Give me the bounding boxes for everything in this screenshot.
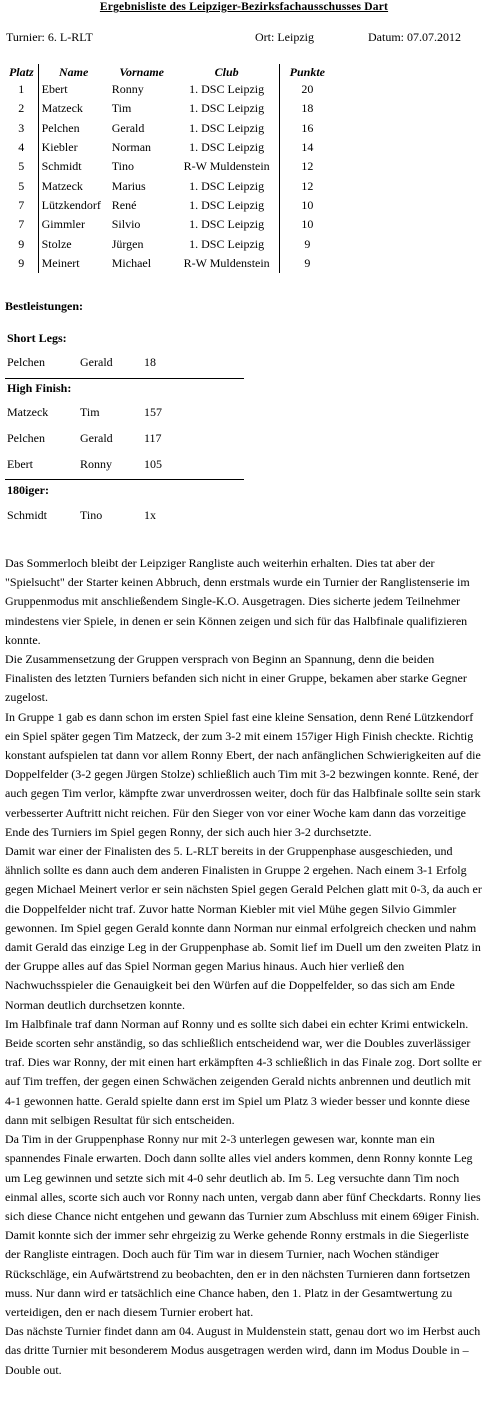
first-name-cell: Tim [80, 405, 100, 419]
table-row [5, 234, 335, 253]
club-cell: R-W Muldenstein [175, 157, 280, 176]
name-cell: Ebert [7, 457, 33, 471]
table-row [5, 176, 335, 195]
first-name-cell: Michael [111, 255, 152, 270]
club-cell: 1. DSC Leipzig [175, 138, 280, 157]
report-paragraph: In Gruppe 1 gab es dann schon im ersten Spiel fast eine kleine Sensation, denn René Lützkendorf ein Spiel später gegen Tim Matzeck, der zum 3-2 mit einem 157iger High Finish checkte. Richtig konstant aufspielen tat dann vor allem Ronny Ebert, der nach anfänglichen Schwierigkeiten auf die Doppelfelder (3-2 gegen Jürgen Stolze) schließlich auch Tim mit 3-2 bezwingen konnte. René, der auch gegen Tim verlor, kämpfte zwar unverdrossen weiter, doch für das Halbfinale sollte sein stark verbesserter Auftritt nicht reichen. Für den Sieger von vor einer Woche kam dann das vorzeitige Ende des Turniers im Spiel gegen Ronny, der sich auch hier 3-2 durchsetzte. [5, 709, 481, 839]
name-cell: Ebert [41, 82, 68, 97]
value-cell: 105 [144, 457, 162, 471]
name-cell: Matzeck [41, 178, 83, 193]
first-name-cell: Jürgen [111, 236, 144, 251]
points-cell: 16 [301, 120, 314, 135]
divider [5, 479, 244, 480]
results-header-row [5, 64, 335, 80]
name-cell: Pelchen [7, 355, 45, 369]
location-label: Ort: Leipzig [255, 30, 314, 44]
report-paragraph: Damit war einer der Finalisten des 5. L-RLT bereits in der Gruppenphase ausgeschieden, und ähnlich sollte es dann auch dem anderen Finalisten in Gruppe 2 ergehen. Nach einem 3-1 Erfolg gegen Michael Meinert verlor er sein nächsten Spiel gegen Gerald Pelchen glatt mit 0-3, da auch er die Doppelfelder nicht traf. Zuvor hatte Norman Kiebler mit viel Mühe gegen Silvio Gimmler gewonnen. Im Spiel gegen Gerald konnte dann Norman nur einmal erfolgreich checken und nahm damit Gerald das einzige Leg in der Gruppenphase ab. Somit lief im Duell um den zweiten Platz in der Gruppe alles auf das Spiel Norman gegen Marius hinaus. Auch hier verließ den Nachwuchsspieler die Genauigkeit bei den Würfen auf die Doppelfelder, so das sich am Ende Norman deutlich durchsetzen konnte. [5, 844, 482, 1012]
first-name-cell: Gerald [80, 355, 113, 369]
report-paragraph: Damit konnte sich der immer sehr ehrgeizig zu Werke gehende Ronny erstmals in die Siegerliste der Rangliste eintragen. Doch auch für Tim war in diesem Turnier, nach Wochen ständiger Rückschläge, ein Aufwärtstrend zu beobachten, den er in den nächsten Turnieren dann fortsetzen muss. Nur dann wird er tatsächlich eine Chance haben, den 1. Platz in der Gesamtwertung zu verteidigen, den er nach diesem Turnier erobert hat. [5, 1228, 471, 1319]
report-paragraph: Die Zusammensetzung der Gruppen versprach von Beginn an Spannung, denn die beiden Finalisten des letzten Turniers befanden sich nicht in einer Gruppe, bekamen aber starke Gegner zugelost. [5, 652, 467, 705]
club-cell: 1. DSC Leipzig [175, 215, 280, 234]
name-cell: Stolze [41, 236, 72, 251]
points-cell: 9 [304, 255, 311, 270]
name-cell: Pelchen [41, 120, 80, 135]
table-row [5, 157, 335, 176]
first-name-cell: Marius [111, 178, 146, 193]
rank-cell: 9 [5, 234, 38, 253]
header-club: Club [175, 64, 280, 80]
first-name-cell: René [111, 197, 137, 212]
value-cell: 117 [144, 431, 162, 445]
club-cell: 1. DSC Leipzig [175, 80, 280, 99]
first-name-cell: Ronny [111, 82, 144, 97]
date-label: Datum: 07.07.2012 [368, 30, 461, 44]
club-cell: R-W Muldenstein [175, 254, 280, 273]
rank-cell: 9 [5, 254, 38, 273]
high-finish-label: High Finish: [7, 381, 72, 395]
table-row [5, 196, 335, 215]
rank-cell: 3 [5, 119, 38, 138]
table-row [5, 80, 335, 99]
value-cell: 157 [144, 405, 162, 419]
name-cell: Matzeck [7, 405, 49, 419]
report-text [5, 554, 483, 1380]
first-name-cell: Ronny [80, 457, 113, 471]
header-name: Name [59, 65, 89, 79]
header-punkte: Punkte [289, 65, 326, 79]
header-vorname: Vorname [119, 65, 164, 79]
value-cell: 1x [144, 508, 156, 522]
points-cell: 10 [301, 217, 314, 232]
name-cell: Meinert [41, 255, 80, 270]
first-name-cell: Tim [111, 101, 132, 116]
rank-cell: 2 [5, 99, 38, 118]
first-name-cell: Gerald [80, 431, 113, 445]
report-paragraph: Da Tim in der Gruppenphase Ronny nur mit 2-3 unterlegen gewesen war, konnte man ein spannendes Finale erwarten. Doch dann sollte alles viel anders kommen, denn Ronny konnte Leg um Leg gewinnen und setzte sich mit 4-0 sehr deutlich ab. Im 5. Leg versuchte dann Tim noch einmal alles, scorte sich auch vor Ronny nach unten, vergab dann aber fünf Checkdarts. Ronny lies sich diese Chance nicht entgehen und gewann das Turnier zum Abschluss mit einem 69iger Finish. [5, 1132, 481, 1223]
table-row [5, 254, 335, 273]
report-paragraph: Das Sommerloch bleibt der Leipziger Rangliste auch weiterhin erhalten. Dies tat aber der "Spielsucht" der Starter keinen Abbruch, denn erstmals wurde ein Turnier der Ranglistenserie im Gruppenmodus mit anschließendem Single-K.O. Ausgetragen. Dies sicherte jedem Teilnehmer mindestens vier Spiele, in denen er sein Können zeigen und sich für das Halbfinale qualifizieren konnte. [5, 556, 470, 647]
first-name-cell: Tino [111, 159, 134, 174]
document-title: Ergebnisliste des Leipziger-Bezirksfachausschusses Dart [99, 1, 389, 13]
table-row [5, 99, 335, 118]
table-row [5, 119, 335, 138]
club-cell: 1. DSC Leipzig [175, 234, 280, 253]
name-cell: Schmidt [41, 159, 82, 174]
table-row [5, 138, 335, 157]
points-cell: 20 [301, 82, 314, 97]
rank-cell: 5 [5, 157, 38, 176]
name-cell: Gimmler [41, 217, 85, 232]
results-table [5, 64, 335, 273]
name-cell: Matzeck [41, 101, 83, 116]
rank-cell: 4 [5, 138, 38, 157]
tournament-label: Turnier: 6. L-RLT [6, 30, 93, 44]
rank-cell: 7 [5, 215, 38, 234]
best-performances-heading: Bestleistungen: [5, 299, 83, 313]
club-cell: 1. DSC Leipzig [175, 176, 280, 195]
points-cell: 9 [304, 236, 311, 251]
name-cell: Pelchen [7, 431, 45, 445]
short-legs-label: Short Legs: [7, 331, 67, 345]
points-cell: 18 [301, 101, 314, 116]
name-cell: Lützkendorf [41, 197, 101, 212]
first-name-cell: Gerald [111, 120, 145, 135]
report-paragraph: Das nächste Turnier findet dann am 04. August in Muldenstein statt, genau dort wo im Herbst auch das dritte Turnier mit besonderem Modus ausgetragen werden wird, dann im Modus Double in – Double out. [5, 1324, 481, 1377]
points-cell: 12 [301, 159, 314, 174]
club-cell: 1. DSC Leipzig [175, 196, 280, 215]
first-name-cell: Norman [111, 140, 152, 155]
header-platz: Platz [5, 64, 38, 80]
rank-cell: 7 [5, 196, 38, 215]
name-cell: Kiebler [41, 140, 78, 155]
club-cell: 1. DSC Leipzig [175, 119, 280, 138]
name-cell: Schmidt [7, 508, 48, 522]
rank-cell: 5 [5, 176, 38, 195]
one-eighty-label: 180iger: [7, 483, 49, 497]
value-cell: 18 [144, 355, 156, 369]
first-name-cell: Silvio [111, 217, 141, 232]
club-cell: 1. DSC Leipzig [175, 99, 280, 118]
report-paragraph: Im Halbfinale traf dann Norman auf Ronny und es sollte sich dabei ein echter Krimi entwickeln. Beide scorten sehr anständig, so das schließlich entscheidend war, wer die Doubles zuverlässiger traf. Dies war Ronny, der mit einen hart erkämpften 4-3 schließlich in das Finale zog. Dort sollte er auf Tim treffen, der gegen einen Schwächen zeigenden Gerald nichts anbrennen und deutlich mit 4-1 gewonnen hatte. Gerald spielte dann erst im Spiel um Platz 3 wieder besser und konnte diese dann mit selbigen Resultat für sich entscheiden. [5, 1016, 482, 1127]
divider [5, 378, 244, 379]
points-cell: 12 [301, 178, 314, 193]
points-cell: 14 [301, 140, 314, 155]
first-name-cell: Tino [80, 508, 103, 522]
points-cell: 10 [301, 197, 314, 212]
rank-cell: 1 [5, 80, 38, 99]
table-row [5, 215, 335, 234]
